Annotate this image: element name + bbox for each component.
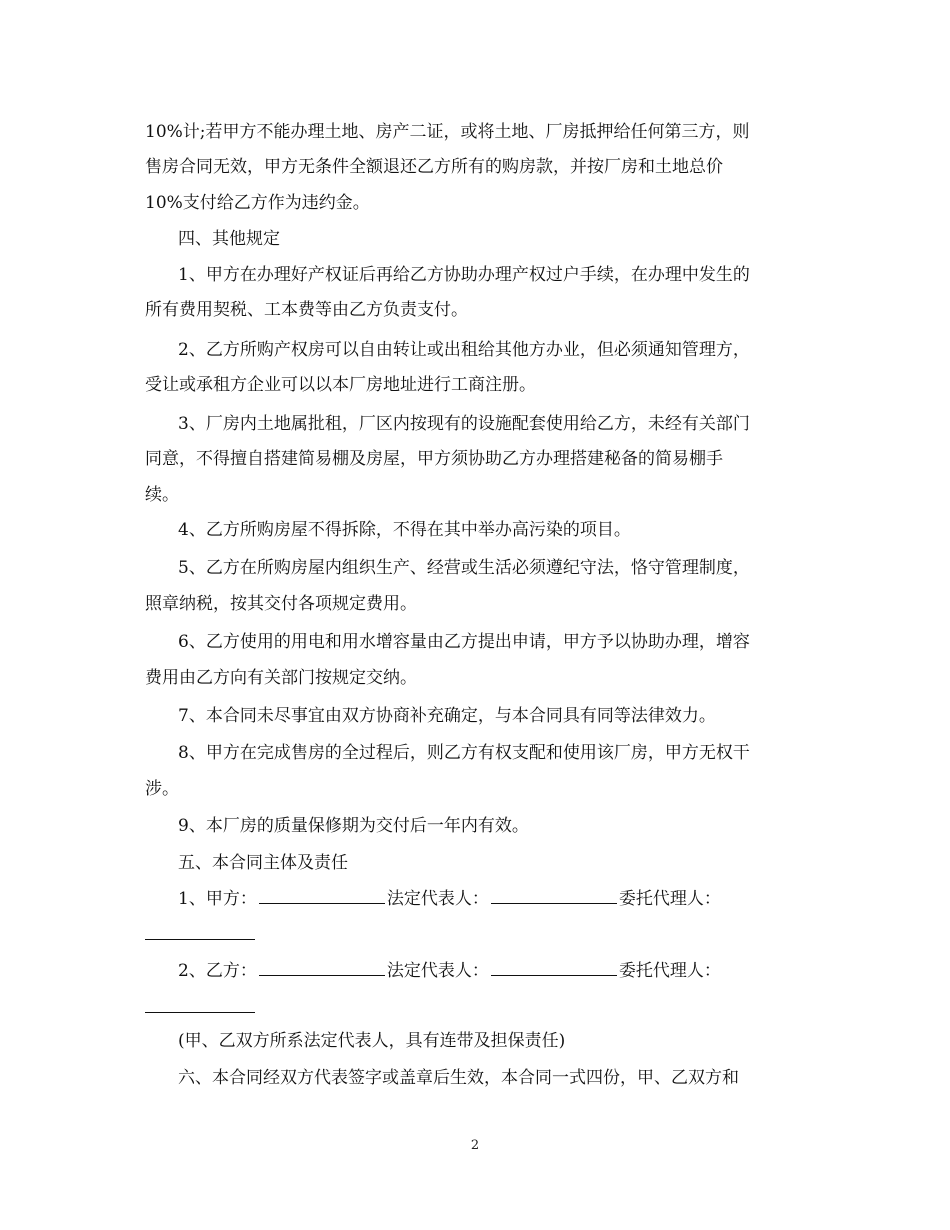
clause-line: 8、甲方在完成售房的全过程后，则乙方有权支配和使用该厂房，甲方无权干 <box>178 743 750 763</box>
effective-clause-line: 六、本合同经双方代表签字或盖章后生效，本合同一式四份，甲、乙双方和 <box>178 1068 739 1088</box>
paragraph-line: 售房合同无效，甲方无条件全额退还乙方所有的购房款，并按厂房和土地总价 <box>145 157 723 177</box>
party-b-legal-rep-label: 法定代表人： <box>386 961 489 981</box>
party-a-name-blank[interactable] <box>259 889 385 904</box>
party-b-agent-label: 委托代理人： <box>618 961 721 981</box>
clause-line: 3、厂房内土地属批租，厂区内按现有的设施配套使用给乙方，未经有关部门 <box>178 414 750 434</box>
paragraph-line: 10%支付给乙方作为违约金。 <box>145 193 370 213</box>
clause-line: 续。 <box>145 485 179 505</box>
party-a-agent-blank[interactable] <box>145 938 255 940</box>
page-number: 2 <box>470 1138 480 1153</box>
party-b-agent-blank[interactable] <box>145 1011 255 1013</box>
party-a-label: 1、甲方： <box>178 889 257 909</box>
party-b-legal-rep-blank[interactable] <box>491 961 617 976</box>
clause-line: 所有费用契税、工本费等由乙方负责支付。 <box>145 300 468 320</box>
clause-line: 2、乙方所购产权房可以自由转让或出租给其他方办业，但必须通知管理方， <box>178 340 750 360</box>
section-heading-other-provisions: 四、其他规定 <box>178 229 280 249</box>
party-a-agent-label: 委托代理人： <box>618 889 721 909</box>
clause-line: 6、乙方使用的用电和用水增容量由乙方提出申请，甲方予以协助办理，增容 <box>178 632 750 652</box>
clause-line: 4、乙方所购房屋不得拆除，不得在其中举办高污染的项目。 <box>178 520 631 540</box>
party-b-label: 2、乙方： <box>178 961 257 981</box>
joint-liability-note: (甲、乙双方所系法定代表人，具有连带及担保责任) <box>178 1031 566 1051</box>
clause-line: 费用由乙方向有关部门按规定交纳。 <box>145 668 417 688</box>
clause-line: 同意，不得擅自搭建简易棚及房屋，甲方须协助乙方办理搭建秘备的简易棚手 <box>145 449 723 469</box>
clause-line: 7、本合同未尽事宜由双方协商补充确定，与本合同具有同等法律效力。 <box>178 706 716 726</box>
clause-line: 1、甲方在办理好产权证后再给乙方协助办理产权过户手续，在办理中发生的 <box>178 265 750 285</box>
party-b-name-blank[interactable] <box>259 961 385 976</box>
clause-line: 照章纳税，按其交付各项规定费用。 <box>145 594 417 614</box>
party-b-line <box>178 961 721 981</box>
paragraph-line: 10%计;若甲方不能办理土地、房产二证，或将土地、厂房抵押给任何第三方，则 <box>145 122 750 142</box>
clause-line: 受让或承租方企业可以以本厂房地址进行工商注册。 <box>145 375 536 395</box>
party-a-legal-rep-label: 法定代表人： <box>386 889 489 909</box>
clause-line: 5、乙方在所购房屋内组织生产、经营或生活必须遵纪守法，恪守管理制度， <box>178 558 750 578</box>
clause-line: 9、本厂房的质量保修期为交付后一年内有效。 <box>178 816 529 836</box>
clause-line: 涉。 <box>145 779 179 799</box>
party-a-legal-rep-blank[interactable] <box>491 889 617 904</box>
section-heading-parties: 五、本合同主体及责任 <box>178 853 348 873</box>
party-a-line <box>178 889 721 909</box>
